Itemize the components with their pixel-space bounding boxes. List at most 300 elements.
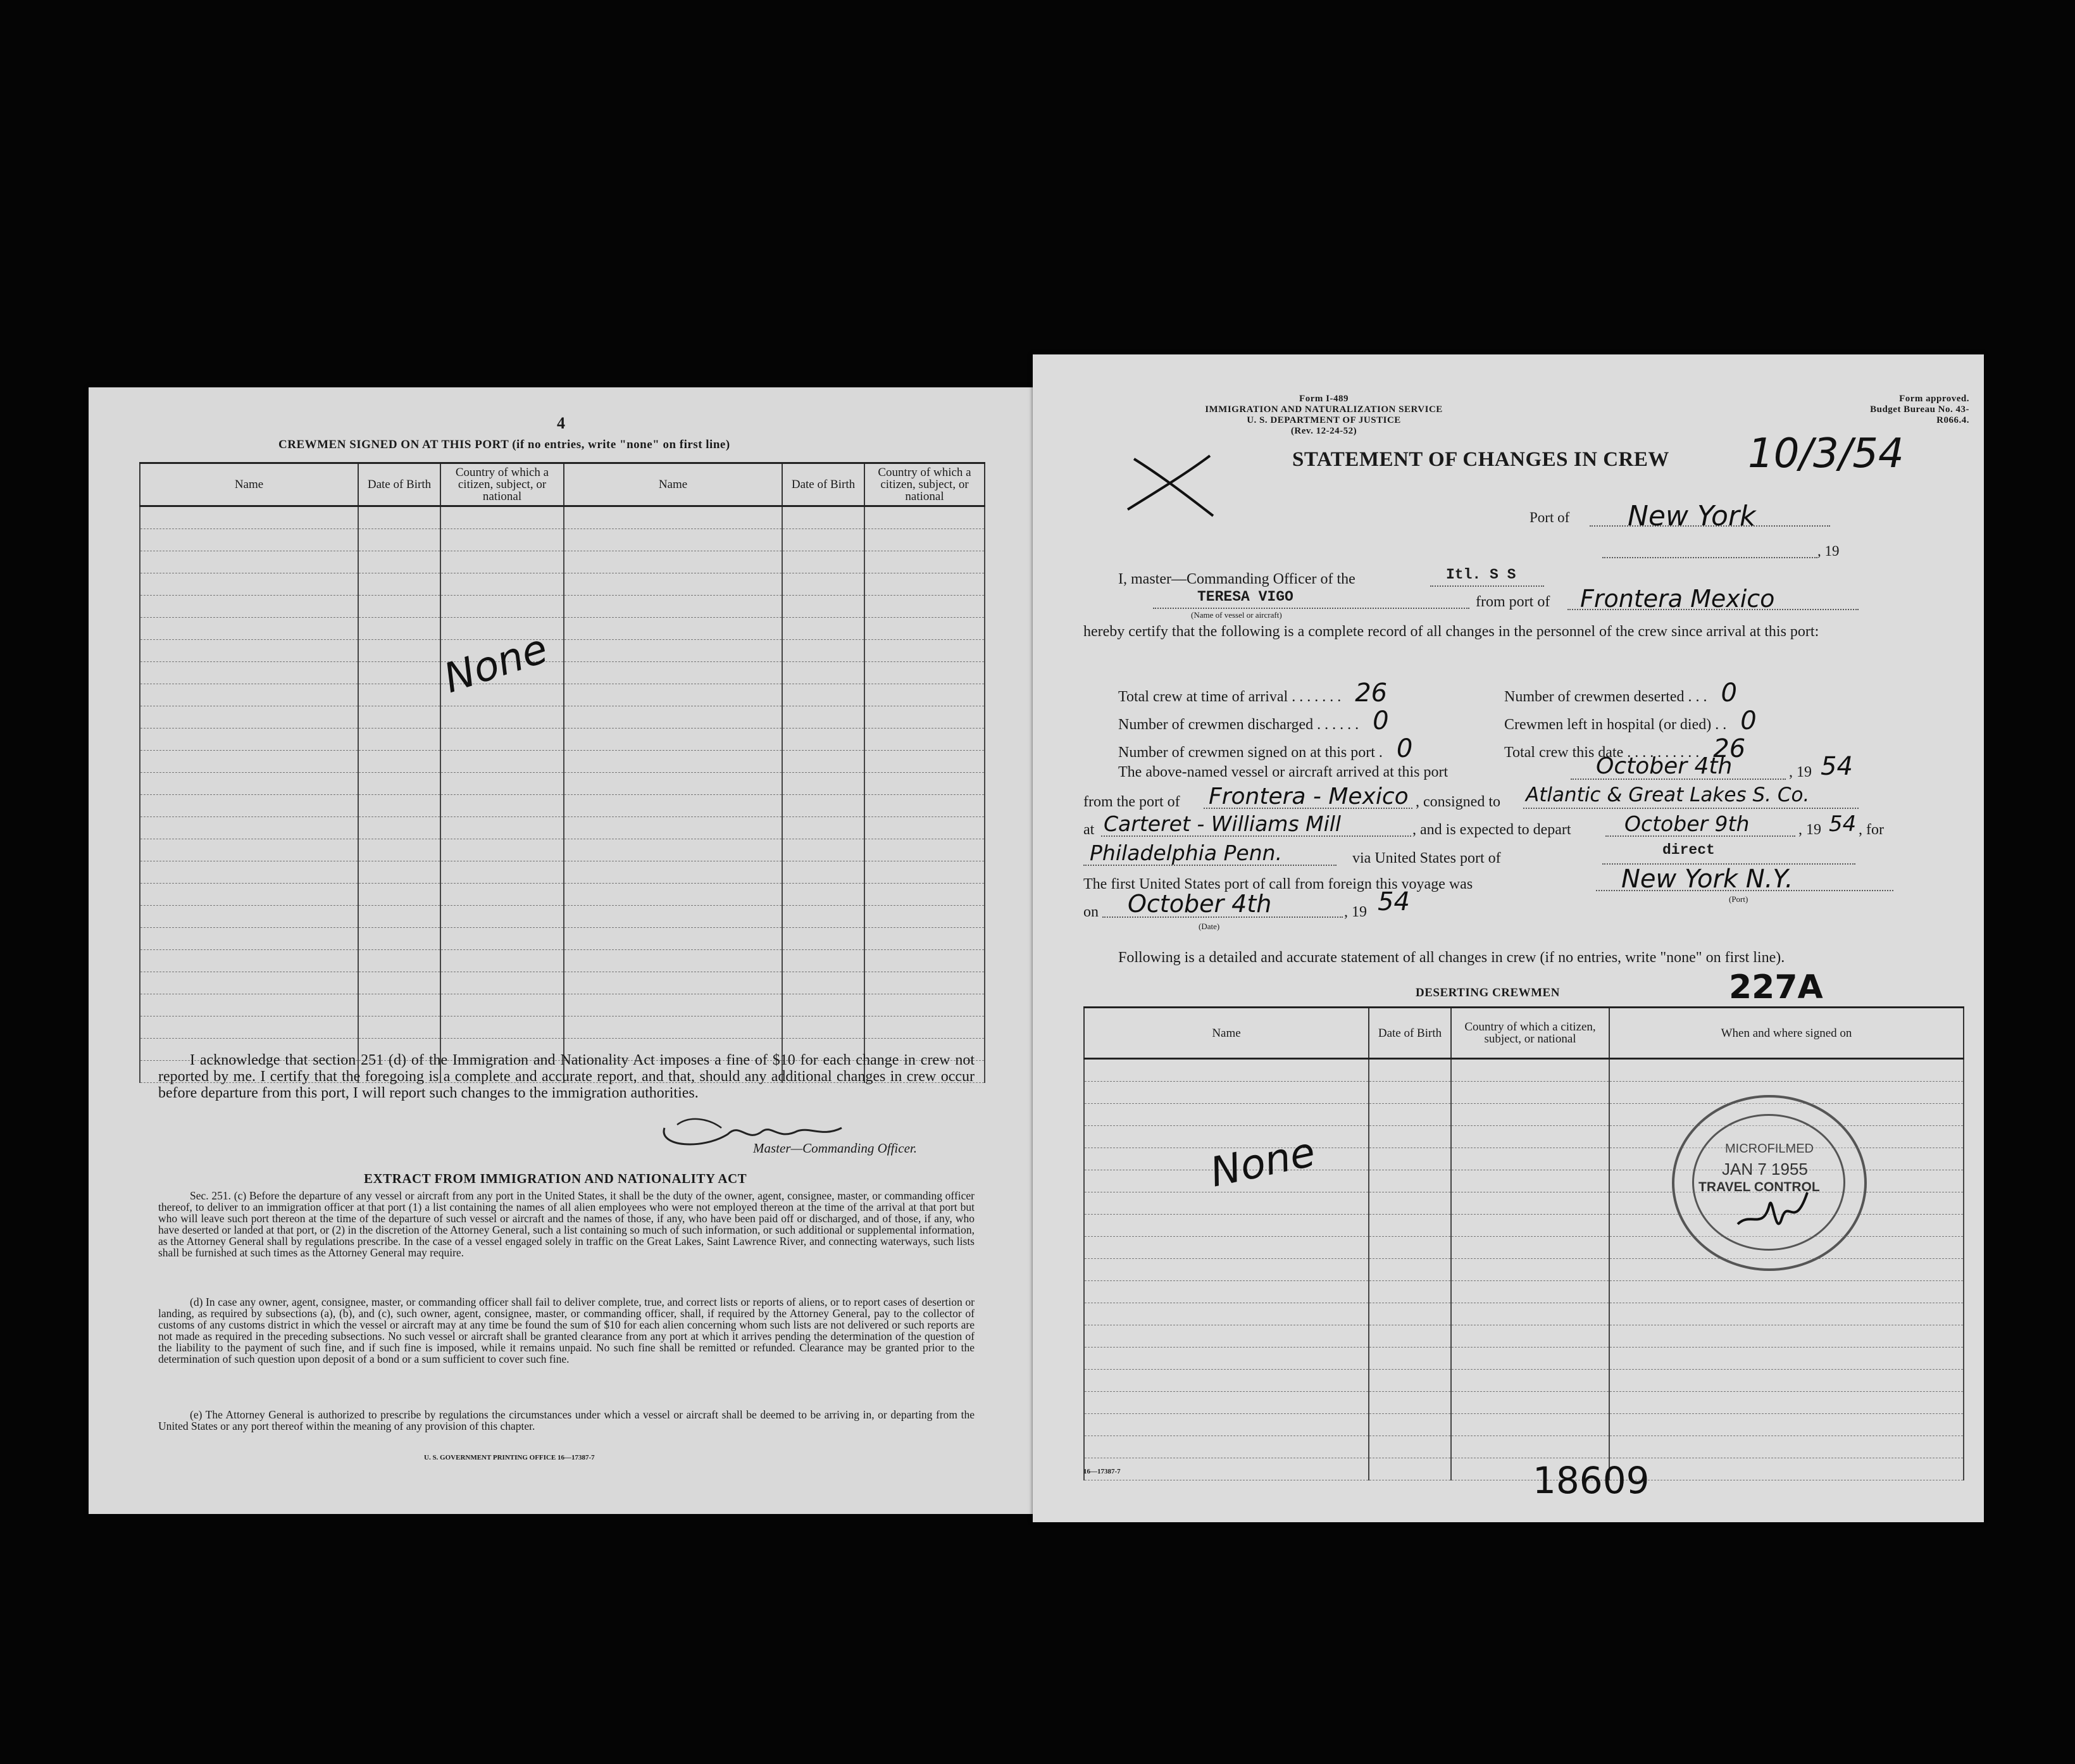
- table-cell: [782, 906, 864, 928]
- form-header: [1185, 394, 1463, 437]
- following-text: Following is a detailed and accurate statement of all changes in crew (if no entries, write "none" on first line).: [1118, 949, 1785, 966]
- table-cell: [1084, 1082, 1369, 1104]
- crew-stat-value: 26: [1355, 679, 1388, 708]
- crew-stat-label: Total crew at time of arrival . . . . . . .: [1118, 689, 1342, 705]
- column-header: When and where signed on: [1609, 1008, 1964, 1059]
- table-cell: [782, 884, 864, 906]
- handwritten-date: 10/3/54: [1748, 430, 1904, 477]
- table-cell: [140, 906, 358, 928]
- table-cell: [440, 618, 564, 640]
- table-cell: [782, 994, 864, 1016]
- table-cell: [140, 506, 358, 529]
- date-caption: (Date): [1199, 922, 1220, 931]
- table-cell: [564, 817, 782, 839]
- handwritten-number: 18609: [1533, 1459, 1650, 1502]
- table-cell: [440, 950, 564, 972]
- table-cell: [358, 729, 440, 751]
- table-cell: [358, 817, 440, 839]
- table-cell: [1369, 1259, 1451, 1281]
- table-cell: [1369, 1215, 1451, 1237]
- table-cell: [140, 618, 358, 640]
- table-cell: [1369, 1170, 1451, 1192]
- table-cell: [440, 839, 564, 861]
- table-cell: [1451, 1104, 1609, 1126]
- table-cell: [564, 928, 782, 950]
- table-row: [1084, 1436, 1964, 1458]
- table-cell: [1084, 1215, 1369, 1237]
- form-number: Form I-489: [1299, 394, 1349, 404]
- table-cell: [782, 751, 864, 773]
- depart-year: 54: [1829, 811, 1857, 837]
- table-cell: [564, 662, 782, 684]
- year-prefix: , 19: [1789, 764, 1812, 780]
- table-cell: [1084, 1348, 1369, 1370]
- table-row: [1084, 1325, 1964, 1348]
- table-cell: [564, 994, 782, 1016]
- table-cell: [358, 529, 440, 551]
- table-cell: [1369, 1192, 1451, 1215]
- handwritten-x-mark: [1115, 449, 1223, 519]
- extract-section-e: (e) The Attorney General is authorized to prescribe by regulations the circumstances under which a vessel or aircraft shall be deemed to be arriving in, or departing from the United States or any port thereof within the meaning of any provision of this chapter.: [158, 1408, 975, 1432]
- column-header: Name: [564, 463, 782, 506]
- table-cell: [1369, 1458, 1451, 1480]
- date-line: [1602, 544, 1817, 558]
- table-cell: [440, 994, 564, 1016]
- handwritten-code: 227A: [1729, 968, 1823, 1006]
- port-label: Port of: [1530, 510, 1570, 525]
- table-cell: [864, 1016, 985, 1039]
- vessel-name: TERESA VIGO: [1197, 589, 1293, 605]
- table-cell: [140, 751, 358, 773]
- table-cell: [358, 751, 440, 773]
- table-cell: [440, 972, 564, 994]
- table-cell: [864, 684, 985, 706]
- table-cell: [358, 573, 440, 596]
- table-row: [140, 861, 985, 884]
- table-cell: [358, 773, 440, 795]
- column-header: Date of Birth: [358, 463, 440, 506]
- at-value: Carteret - Williams Mill: [1104, 811, 1342, 836]
- from-port-label: from port of: [1476, 594, 1550, 610]
- table-cell: [782, 596, 864, 618]
- table-cell: [140, 684, 358, 706]
- via-field: [1602, 842, 1855, 865]
- table-cell: [782, 839, 864, 861]
- table-cell: [1369, 1281, 1451, 1303]
- table-row: [1084, 1259, 1964, 1281]
- table-row: [140, 928, 985, 950]
- table-cell: [358, 596, 440, 618]
- table-cell: [1369, 1325, 1451, 1348]
- stamp-initials: [1731, 1180, 1814, 1249]
- table-cell: [782, 795, 864, 817]
- column-header: Date of Birth: [782, 463, 864, 506]
- table-cell: [1369, 1104, 1451, 1126]
- table-cell: [1369, 1059, 1451, 1082]
- table-cell: [440, 928, 564, 950]
- travel-control-stamp: [1672, 1095, 1867, 1271]
- table-cell: [1084, 1237, 1369, 1259]
- table-row: [140, 972, 985, 994]
- table-cell: [1451, 1325, 1609, 1348]
- table-cell: [358, 684, 440, 706]
- table-cell: [864, 618, 985, 640]
- stamp-line-3: TRAVEL CONTROL: [1698, 1180, 1820, 1194]
- table-cell: [782, 950, 864, 972]
- column-header: Country of which a citizen, subject, or national: [1451, 1008, 1609, 1059]
- first-date: October 4th: [1128, 890, 1272, 918]
- on-label: on: [1083, 904, 1099, 920]
- table-cell: [864, 972, 985, 994]
- table-row: [1084, 1303, 1964, 1325]
- table-cell: [864, 906, 985, 928]
- table-cell: [358, 1016, 440, 1039]
- extract-section-c: Sec. 251. (c) Before the departure of any vessel or aircraft from any port in the United States, it shall be the duty of the owner, agent, consignee, master, or commanding officer thereof, to deliver to an immigration officer at that port (1) a list containing the names of all alien employees who were not employed thereon at the time of the arrival at that port but who will leave such port thereon at the time of the departure of such vessel or aircraft and the names of those, if any, who have been paid off or discharged, and of those, if any, who have deserted or landed at that port, or (2) in the discretion of the Attorney General, such a list containing so much of such information, or such additional or supplemental information, as the Attorney General shall by regulations prescribe. In the case of a vessel engaged solely in traffic on the Great Lakes, Saint Lawrence River, and connecting waterways, such lists shall be furnished at such times as the Attorney General may require.: [158, 1189, 975, 1259]
- via-label: via United States port of: [1352, 850, 1501, 866]
- table-cell: [358, 618, 440, 640]
- table-cell: [1084, 1259, 1369, 1281]
- table-cell: [1451, 1414, 1609, 1436]
- stamp-line-1: MICROFILMED: [1725, 1142, 1814, 1156]
- table-cell: [564, 684, 782, 706]
- table-cell: [1084, 1126, 1369, 1148]
- table-row: [140, 573, 985, 596]
- table-cell: [140, 928, 358, 950]
- table-cell: [1369, 1370, 1451, 1392]
- crew-stat-value: 0: [1740, 706, 1757, 735]
- table-cell: [564, 795, 782, 817]
- table-cell: [864, 884, 985, 906]
- table-cell: [358, 928, 440, 950]
- table-cell: [564, 729, 782, 751]
- table-cell: [782, 618, 864, 640]
- table-cell: [1369, 1414, 1451, 1436]
- table-cell: [1451, 1059, 1609, 1082]
- table-cell: [1369, 1237, 1451, 1259]
- depart-date-field: [1605, 811, 1795, 837]
- approval-block: [1855, 394, 1969, 426]
- crew-stat-row: [1118, 679, 1387, 708]
- table-cell: [1084, 1458, 1369, 1480]
- table-cell: [1451, 1436, 1609, 1458]
- table-cell: [1084, 1059, 1369, 1082]
- table-cell: [864, 994, 985, 1016]
- table-cell: [782, 928, 864, 950]
- table-cell: [1451, 1082, 1609, 1104]
- table-cell: [1084, 1192, 1369, 1215]
- from-port2-field: [1204, 784, 1412, 809]
- table-cell: [1084, 1392, 1369, 1414]
- crew-stat-label: Number of crewmen discharged . . . . . .: [1118, 716, 1359, 733]
- table-cell: [1084, 1303, 1369, 1325]
- table-row: [140, 1016, 985, 1039]
- table-cell: [1369, 1148, 1451, 1170]
- extract-title: EXTRACT FROM IMMIGRATION AND NATIONALITY ACT: [364, 1171, 747, 1186]
- table-cell: [1369, 1436, 1451, 1458]
- table-cell: [440, 861, 564, 884]
- table-cell: [564, 884, 782, 906]
- table-cell: [440, 751, 564, 773]
- table-header-row: [140, 463, 985, 506]
- table-cell: [140, 640, 358, 662]
- table-row: [140, 506, 985, 529]
- table-cell: [140, 551, 358, 573]
- consigned-value: Atlantic & Great Lakes S. Co.: [1526, 784, 1810, 806]
- depart-date: October 9th: [1624, 811, 1750, 836]
- table-cell: [440, 817, 564, 839]
- handwritten-none: None: [1206, 1129, 1319, 1197]
- table-row: [140, 839, 985, 861]
- table-row: [140, 751, 985, 773]
- table-cell: [782, 773, 864, 795]
- table-row: [140, 529, 985, 551]
- table-cell: [782, 573, 864, 596]
- table-cell: [564, 529, 782, 551]
- crewmen-signed-on-table: [139, 462, 985, 1083]
- table-cell: [564, 861, 782, 884]
- table-cell: [1369, 1392, 1451, 1414]
- arrived-label: The above-named vessel or aircraft arrived at this port: [1118, 764, 1449, 780]
- table-cell: [864, 640, 985, 662]
- table-cell: [140, 773, 358, 795]
- table-cell: [1451, 1237, 1609, 1259]
- from-port-value: Frontera Mexico: [1580, 585, 1775, 613]
- table-cell: [864, 950, 985, 972]
- vessel-caption: (Name of vessel or aircraft): [1191, 610, 1282, 620]
- table-cell: [782, 551, 864, 573]
- crew-stat-label: Total crew this date . . . . . . . . . .: [1504, 744, 1700, 761]
- table-row: [140, 662, 985, 684]
- acknowledgement-text: I acknowledge that section 251 (d) of the Immigration and Nationality Act imposes a fine of $10 for each change in crew not reported by me. I certify that the foregoing is a complete and accurate report, and that, should any additional changes in crew occur before departure from this port, I will report such changes to the immigration authorities.: [158, 1052, 975, 1101]
- table-cell: [782, 817, 864, 839]
- table-cell: [140, 1016, 358, 1039]
- crew-stat-row: [1504, 679, 1737, 708]
- table-cell: [564, 1016, 782, 1039]
- table-cell: [440, 596, 564, 618]
- table-cell: [864, 596, 985, 618]
- table-row: [140, 596, 985, 618]
- table-cell: [358, 662, 440, 684]
- table-cell: [864, 795, 985, 817]
- table-cell: [358, 506, 440, 529]
- right-page: [1033, 354, 1984, 1522]
- section-title: CREWMEN SIGNED ON AT THIS PORT (if no entries, write "none" on first line): [278, 438, 730, 451]
- table-row: [1084, 1414, 1964, 1436]
- table-cell: [1609, 1281, 1964, 1303]
- first-port-label: The first United States port of call from foreign this voyage was: [1083, 876, 1473, 892]
- table-cell: [140, 729, 358, 751]
- table-row: [140, 884, 985, 906]
- table-row: [140, 906, 985, 928]
- table-cell: [864, 773, 985, 795]
- table-cell: [1451, 1259, 1609, 1281]
- table-row: [140, 795, 985, 817]
- table-cell: [358, 950, 440, 972]
- table-cell: [782, 972, 864, 994]
- table-cell: [782, 640, 864, 662]
- table-cell: [140, 817, 358, 839]
- table-cell: [140, 884, 358, 906]
- table-cell: [782, 861, 864, 884]
- table-cell: [782, 684, 864, 706]
- table-row: [1084, 1392, 1964, 1414]
- table-cell: [782, 662, 864, 684]
- table-cell: [1084, 1436, 1369, 1458]
- stamp-date: JAN 7 1955: [1722, 1160, 1808, 1179]
- crew-stat-row: [1118, 706, 1389, 735]
- table-cell: [1084, 1104, 1369, 1126]
- crew-stat-value: 0: [1396, 734, 1413, 763]
- table-cell: [564, 751, 782, 773]
- arrived-year: 54: [1821, 752, 1853, 781]
- certify-text: hereby certify that the following is a complete record of all changes in the personnel of the crew since arrival at this port:: [1083, 623, 1819, 640]
- table-cell: [782, 529, 864, 551]
- table-cell: [1609, 1059, 1964, 1082]
- table-cell: [1369, 1082, 1451, 1104]
- table-cell: [864, 817, 985, 839]
- table-cell: [440, 551, 564, 573]
- crew-stat-row: [1118, 734, 1412, 763]
- first-year: 54: [1378, 887, 1410, 916]
- crew-stat-row: [1504, 706, 1757, 735]
- column-header: Country of which a citizen, subject, or national: [440, 463, 564, 506]
- table-cell: [864, 573, 985, 596]
- form-approved: Form approved.: [1899, 394, 1969, 404]
- table-cell: [358, 884, 440, 906]
- table-cell: [782, 729, 864, 751]
- via-value: direct: [1662, 842, 1715, 858]
- table-cell: [358, 906, 440, 928]
- table-cell: [1609, 1458, 1964, 1480]
- table-cell: [564, 839, 782, 861]
- crew-stat-label: Crewmen left in hospital (or died) . .: [1504, 716, 1727, 733]
- table-cell: [564, 773, 782, 795]
- table-cell: [140, 994, 358, 1016]
- table-cell: [440, 1016, 564, 1039]
- vessel-type-field: [1430, 566, 1544, 587]
- table-row: [140, 817, 985, 839]
- table-cell: [1451, 1370, 1609, 1392]
- table-cell: [358, 994, 440, 1016]
- arrived-date: October 4th: [1596, 753, 1733, 779]
- table-cell: [440, 529, 564, 551]
- certify-intro: I, master—Commanding Officer of the: [1118, 571, 1355, 587]
- table-cell: [782, 706, 864, 729]
- crew-stat-label: Number of crewmen deserted . . .: [1504, 689, 1707, 705]
- signature-caption: Master—Commanding Officer.: [753, 1141, 917, 1156]
- from-port2-label: from the port of: [1083, 794, 1180, 810]
- table-cell: [358, 551, 440, 573]
- table-cell: [140, 529, 358, 551]
- table-cell: [440, 729, 564, 751]
- table-row: [140, 994, 985, 1016]
- table-cell: [864, 861, 985, 884]
- table-row: [1084, 1281, 1964, 1303]
- table-cell: [1451, 1148, 1609, 1170]
- table-cell: [864, 529, 985, 551]
- agency-name: IMMIGRATION AND NATURALIZATION SERVICE: [1205, 404, 1443, 415]
- column-header: Date of Birth: [1369, 1008, 1451, 1059]
- table-row: [140, 684, 985, 706]
- table-cell: [1451, 1348, 1609, 1370]
- arrived-date-field: [1571, 753, 1786, 780]
- first-port-field: [1596, 865, 1893, 894]
- table-cell: [1609, 1392, 1964, 1414]
- column-header: Country of which a citizen, subject, or national: [864, 463, 985, 506]
- table-cell: [1084, 1370, 1369, 1392]
- table-cell: [1609, 1348, 1964, 1370]
- table-cell: [1451, 1215, 1609, 1237]
- table-cell: [564, 640, 782, 662]
- table-cell: [1084, 1281, 1369, 1303]
- table-cell: [440, 795, 564, 817]
- table-row: [140, 773, 985, 795]
- column-header: Name: [1084, 1008, 1369, 1059]
- table-cell: [440, 773, 564, 795]
- table-cell: [1451, 1126, 1609, 1148]
- deserting-title: DESERTING CREWMEN: [1416, 986, 1560, 999]
- table-cell: [864, 928, 985, 950]
- depart-label: , and is expected to depart: [1412, 822, 1571, 838]
- table-cell: [864, 551, 985, 573]
- year-suffix: , 19: [1817, 543, 1840, 559]
- crew-stat-value: 26: [1713, 734, 1746, 763]
- table-cell: [140, 573, 358, 596]
- left-page: [89, 387, 1035, 1514]
- table-row: [1084, 1348, 1964, 1370]
- handwritten-none: None: [438, 625, 554, 703]
- table-cell: [1084, 1414, 1369, 1436]
- vessel-type: Itl. S S: [1446, 566, 1516, 583]
- table-row: [140, 729, 985, 751]
- table-row: [1084, 1370, 1964, 1392]
- table-cell: [782, 1016, 864, 1039]
- department-name: U. S. DEPARTMENT OF JUSTICE: [1247, 415, 1401, 425]
- table-cell: [1369, 1348, 1451, 1370]
- table-cell: [564, 573, 782, 596]
- table-cell: [564, 618, 782, 640]
- table-cell: [782, 506, 864, 529]
- table-cell: [1369, 1126, 1451, 1148]
- first-port-value: New York N.Y.: [1621, 865, 1793, 894]
- at-label: at: [1083, 822, 1095, 838]
- table-cell: [140, 861, 358, 884]
- crew-stat-value: 0: [1373, 706, 1389, 735]
- table-cell: [564, 906, 782, 928]
- table-cell: [864, 839, 985, 861]
- destination-field: [1083, 841, 1337, 866]
- destination-value: Philadelphia Penn.: [1090, 841, 1283, 865]
- revision-date: (Rev. 12-24-52): [1290, 426, 1357, 436]
- table-cell: [864, 662, 985, 684]
- table-cell: [1451, 1392, 1609, 1414]
- table-cell: [1451, 1170, 1609, 1192]
- first-date-field: [1102, 890, 1343, 918]
- crew-stat-label: Number of crewmen signed on at this port .: [1118, 744, 1383, 761]
- table-cell: [1609, 1325, 1964, 1348]
- table-cell: [140, 950, 358, 972]
- table-cell: [358, 861, 440, 884]
- table-cell: [1609, 1436, 1964, 1458]
- port-caption: (Port): [1729, 894, 1748, 904]
- table-row: [1084, 1059, 1964, 1082]
- table-cell: [440, 706, 564, 729]
- table-cell: [440, 884, 564, 906]
- year-prefix: , 19: [1344, 904, 1367, 920]
- table-row: [1084, 1082, 1964, 1104]
- crew-stat-value: 0: [1721, 679, 1737, 708]
- budget-number: Budget Bureau No. 43-R066.4.: [1870, 404, 1969, 425]
